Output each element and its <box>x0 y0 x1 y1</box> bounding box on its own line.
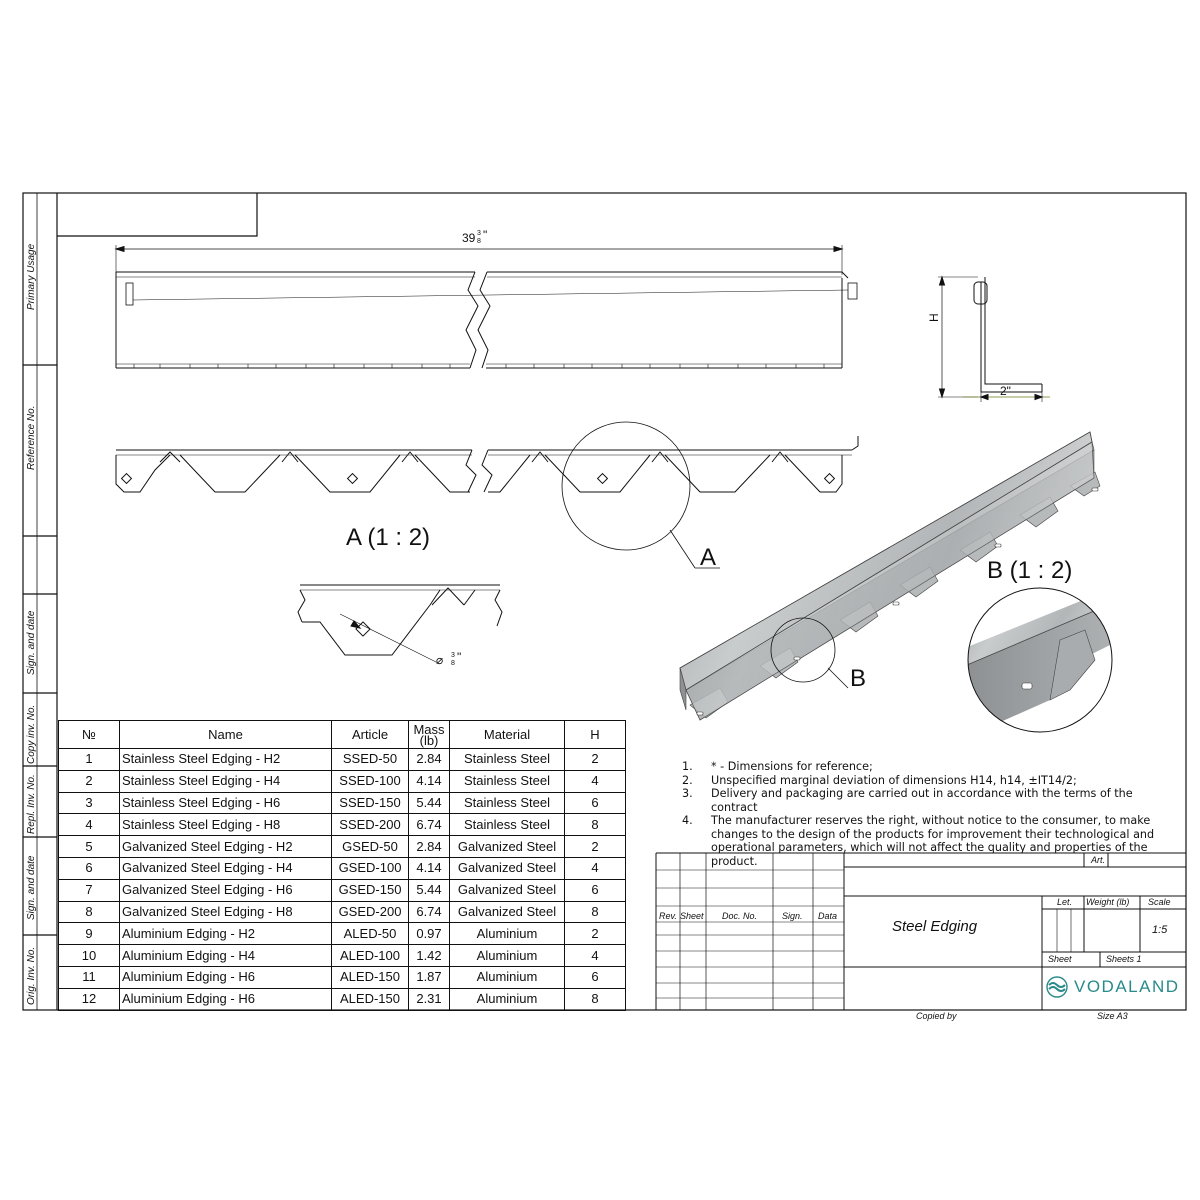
hole-unit: " <box>457 650 462 664</box>
side-label-orig-inv-no: Orig. Inv. No. <box>26 946 37 1005</box>
front-view <box>116 245 857 368</box>
sign-label: Sign. <box>782 911 803 921</box>
cell-number: 6 <box>59 857 120 879</box>
cell-height: 4 <box>565 857 626 879</box>
cell-name: Stainless Steel Edging - H2 <box>120 749 332 771</box>
cell-material: Stainless Steel <box>450 749 565 771</box>
cell-number: 9 <box>59 923 120 945</box>
header-name: Name <box>120 721 332 749</box>
copied-by-label: Copied by <box>916 1011 957 1021</box>
side-label-repl-inv-no: Repl. Inv. No. <box>26 774 37 834</box>
side-label-sign-date-1: Sign. and date <box>26 610 37 675</box>
plan-view <box>116 422 858 568</box>
note-item <box>682 787 1172 814</box>
table-row <box>59 966 626 988</box>
cell-number: 5 <box>59 836 120 858</box>
cell-material: Galvanized Steel <box>450 879 565 901</box>
specification-table <box>58 720 626 1011</box>
table-row <box>59 770 626 792</box>
note-text: Unspecified marginal deviation of dimensions H14, h14, ±IT14/2; <box>711 773 1077 787</box>
cell-material: Aluminium <box>450 945 565 967</box>
overall-length-unit: " <box>483 228 488 242</box>
cell-mass: 0.97 <box>409 923 450 945</box>
cell-article: SSED-200 <box>332 814 409 836</box>
cell-number: 7 <box>59 879 120 901</box>
cell-name: Aluminium Edging - H6 <box>120 966 332 988</box>
cell-article: GSED-150 <box>332 879 409 901</box>
cell-article: SSED-50 <box>332 749 409 771</box>
cell-mass: 1.42 <box>409 945 450 967</box>
cell-height: 6 <box>565 966 626 988</box>
note-number: 4. <box>682 814 693 827</box>
cell-height: 6 <box>565 792 626 814</box>
cell-height: 6 <box>565 879 626 901</box>
header-article: Article <box>332 721 409 749</box>
cell-mass: 2.31 <box>409 988 450 1010</box>
cell-name: Stainless Steel Edging - H6 <box>120 792 332 814</box>
cell-mass: 6.74 <box>409 814 450 836</box>
art-label: Art. <box>1091 855 1106 865</box>
cell-article: GSED-50 <box>332 836 409 858</box>
note-number: 3. <box>682 787 693 800</box>
cell-name: Galvanized Steel Edging - H4 <box>120 857 332 879</box>
cell-height: 8 <box>565 988 626 1010</box>
overall-length-value: 39 <box>462 231 476 245</box>
hole-frac-den: 8 <box>451 660 455 667</box>
table-row <box>59 879 626 901</box>
detail-a-label: A (1 : 2) <box>346 524 431 551</box>
cell-mass: 5.44 <box>409 792 450 814</box>
callout-a: A <box>700 544 717 571</box>
cell-mass: 2.84 <box>409 836 450 858</box>
cell-name: Stainless Steel Edging - H4 <box>120 770 332 792</box>
cell-article: ALED-150 <box>332 988 409 1010</box>
table-row <box>59 836 626 858</box>
cell-height: 8 <box>565 814 626 836</box>
cell-material: Galvanized Steel <box>450 857 565 879</box>
cell-name: Galvanized Steel Edging - H2 <box>120 836 332 858</box>
note-text: Delivery and packaging are carried out in accordance with the terms of the contract <box>711 787 1133 814</box>
cell-article: ALED-150 <box>332 966 409 988</box>
let-label: Let. <box>1057 897 1073 907</box>
side-label-sign-date-2: Sign. and date <box>26 855 37 920</box>
detail-a-view <box>298 585 502 664</box>
cell-number: 1 <box>59 749 120 771</box>
note-number: 2. <box>682 773 693 787</box>
cell-number: 12 <box>59 988 120 1010</box>
table-header-row <box>59 721 626 749</box>
cell-article: ALED-50 <box>332 923 409 945</box>
overall-length-frac-num: 3 <box>477 230 481 237</box>
table-row <box>59 857 626 879</box>
table-row <box>59 988 626 1010</box>
cell-material: Stainless Steel <box>450 770 565 792</box>
cell-number: 2 <box>59 770 120 792</box>
hole-diameter-symbol: ⌀ <box>436 653 444 667</box>
table-row <box>59 749 626 771</box>
cell-material: Galvanized Steel <box>450 836 565 858</box>
cell-article: GSED-100 <box>332 857 409 879</box>
cell-article: GSED-200 <box>332 901 409 923</box>
header-h: H <box>565 721 626 749</box>
hole-frac-num: 3 <box>451 652 455 659</box>
table-row <box>59 792 626 814</box>
detail-b-view <box>960 580 1120 740</box>
sheet-col-label: Sheet <box>680 911 704 921</box>
table-row <box>59 923 626 945</box>
cell-mass: 4.14 <box>409 857 450 879</box>
note-item <box>682 814 1172 868</box>
note-text: The manufacturer reserves the right, without notice to the consumer, to make changes to the design of the products for improvement their technological and operational parameters, which will not affect the quality and properties of the product. <box>711 814 1155 868</box>
cell-number: 3 <box>59 792 120 814</box>
side-label-reference-no: Reference No. <box>26 405 37 470</box>
cell-height: 2 <box>565 749 626 771</box>
cell-material: Stainless Steel <box>450 792 565 814</box>
note-number: 1. <box>682 760 693 773</box>
sheet-label: Sheet <box>1048 954 1072 964</box>
rev-label: Rev. <box>659 911 677 921</box>
company-name: VODALAND <box>1074 977 1180 996</box>
sheets-label: Sheets 1 <box>1106 954 1142 964</box>
cell-material: Aluminium <box>450 923 565 945</box>
table-row <box>59 945 626 967</box>
base-width-label: 2" <box>1000 384 1011 398</box>
cell-number: 11 <box>59 966 120 988</box>
table-row <box>59 901 626 923</box>
cell-mass: 1.87 <box>409 966 450 988</box>
callout-b: B <box>850 665 867 692</box>
header-number: № <box>59 721 120 749</box>
cell-name: Aluminium Edging - H2 <box>120 923 332 945</box>
doc-no-label: Doc. No. <box>722 911 758 921</box>
cell-name: Aluminium Edging - H4 <box>120 945 332 967</box>
header-mass: Mass (lb) <box>409 721 450 749</box>
wave-logo-icon <box>1046 976 1068 998</box>
note-item <box>682 760 1172 774</box>
table-row <box>59 814 626 836</box>
cell-height: 8 <box>565 901 626 923</box>
cell-height: 2 <box>565 836 626 858</box>
scale-label: Scale <box>1148 897 1171 907</box>
size-label: Size A3 <box>1097 1011 1128 1021</box>
scale-value: 1:5 <box>1152 924 1168 936</box>
overall-length-frac-den: 8 <box>477 238 481 245</box>
cell-name: Galvanized Steel Edging - H6 <box>120 879 332 901</box>
cell-mass: 6.74 <box>409 901 450 923</box>
cell-material: Galvanized Steel <box>450 901 565 923</box>
header-material: Material <box>450 721 565 749</box>
cell-mass: 4.14 <box>409 770 450 792</box>
drawing-title: Steel Edging <box>892 918 978 935</box>
cell-article: ALED-100 <box>332 945 409 967</box>
cell-material: Aluminium <box>450 988 565 1010</box>
company-logo <box>1046 976 1180 998</box>
cell-material: Stainless Steel <box>450 814 565 836</box>
cell-number: 4 <box>59 814 120 836</box>
cell-article: SSED-100 <box>332 770 409 792</box>
side-label-copy-inv-no: Copy inv. No. <box>26 704 37 764</box>
cell-height: 4 <box>565 770 626 792</box>
cell-mass: 5.44 <box>409 879 450 901</box>
data-label: Data <box>818 911 838 921</box>
weight-label: Weight (lb) <box>1086 897 1130 907</box>
cell-name: Stainless Steel Edging - H8 <box>120 814 332 836</box>
cell-mass: 2.84 <box>409 749 450 771</box>
cell-article: SSED-150 <box>332 792 409 814</box>
cell-height: 2 <box>565 923 626 945</box>
side-labels <box>26 243 37 1005</box>
cell-name: Aluminium Edging - H6 <box>120 988 332 1010</box>
detail-b-label: B (1 : 2) <box>987 557 1073 584</box>
side-profile-view <box>938 277 1050 402</box>
cell-number: 10 <box>59 945 120 967</box>
note-text: * - Dimensions for reference; <box>711 760 873 773</box>
cell-material: Aluminium <box>450 966 565 988</box>
notes-list <box>682 760 1172 868</box>
cell-height: 4 <box>565 945 626 967</box>
cell-name: Galvanized Steel Edging - H8 <box>120 901 332 923</box>
side-label-primary-usage: Primary Usage <box>26 243 37 310</box>
height-label: H <box>927 313 941 322</box>
note-item <box>682 774 1172 788</box>
cell-number: 8 <box>59 901 120 923</box>
